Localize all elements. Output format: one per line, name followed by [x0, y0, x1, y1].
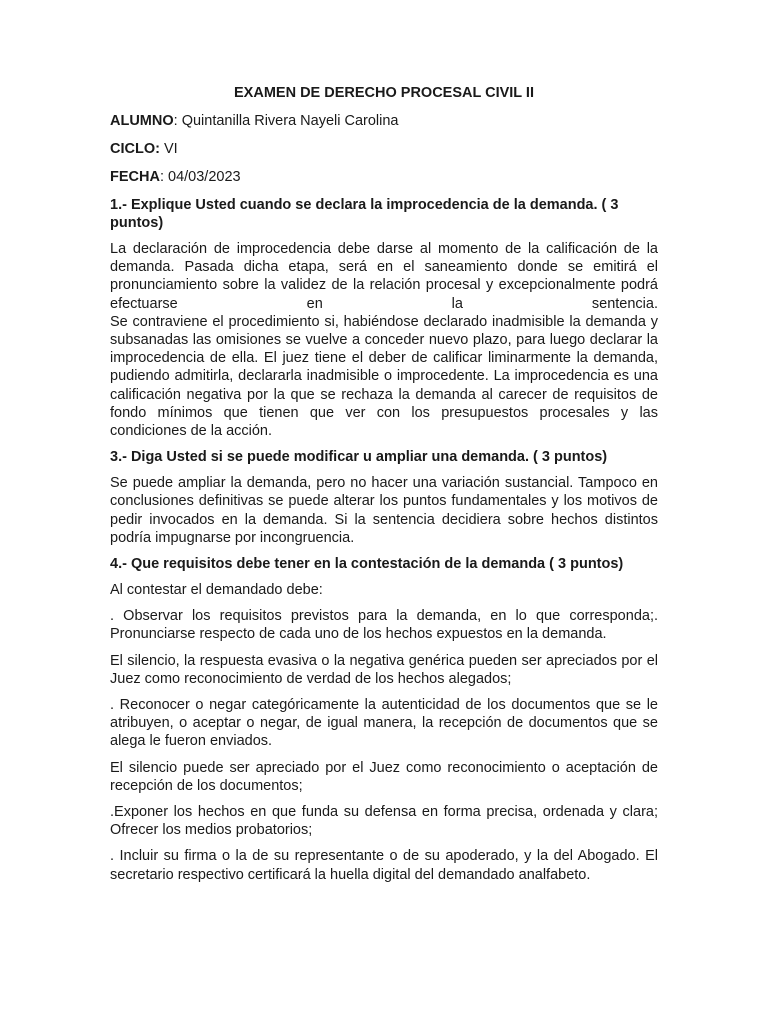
answer-4-item: . Observar los requisitos previstos para la demanda, en lo que corresponda;. Pronunciarse respecto de cada uno de los hechos expuestos en la demanda.: [110, 608, 658, 643]
exam-document: [110, 84, 658, 892]
answer-4-item: El silencio, la respuesta evasiva o la negativa genérica pueden ser apreciados por el Juez como reconocimiento de verdad de los hechos alegados;: [110, 652, 658, 687]
ciclo-value: VI: [159, 141, 178, 157]
fecha-value: : 04/03/2023: [159, 169, 241, 185]
answer-1-part-b: Se contraviene el procedimiento si, habiéndose declarado inadmisible la demanda y subsanadas las omisiones se vuelve a conceder nuevo plazo, para luego declarar la improcedencia de ella. El juez tiene el deber de calificar liminarmente la demanda, pudiendo admitirla, declararla inadmisible o improcedente. La improcedencia es una calificación negativa por la que se rechaza la demanda al carecer de requisitos de fondo mínimos que tienen que ver con los presupuestos procesales y las condiciones de la acción.: [110, 313, 658, 440]
answer-3: Se puede ampliar la demanda, pero no hacer una variación sustancial. Tampoco en conclusiones definitivas se puede alterar los puntos fundamentales y los motivos de pedir invocados en la demanda. Si la sentencia decidiera sobre hechos distintos podría impugnarse por incongruencia.: [110, 475, 658, 546]
cycle-row: [110, 140, 658, 158]
alumno-value: : Quintanilla Rivera Nayeli Carolina: [173, 113, 399, 129]
answer-1: [110, 240, 658, 440]
question-1: 1.- Explique Usted cuando se declara la improcedencia de la demanda. ( 3 puntos): [110, 197, 619, 231]
answer-4-item: .Exponer los hechos en que funda su defensa en forma precisa, ordenada y clara; Ofrecer los medios probatorios;: [110, 804, 658, 839]
ciclo-label: CICLO:: [110, 141, 160, 157]
date-row: [110, 168, 658, 186]
question-3: 3.- Diga Usted si se puede modificar u ampliar una demanda. ( 3 puntos): [110, 449, 608, 466]
answer-4-item: . Incluir su firma o la de su representante o de su apoderado, y la del Abogado. El secretario respectivo certificará la huella digital del demandado analfabeto.: [110, 848, 658, 883]
alumno-label: ALUMNO: [110, 113, 174, 129]
question-4: 4.- Que requisitos debe tener en la contestación de la demanda ( 3 puntos): [110, 556, 624, 573]
answer-4-item: El silencio puede ser apreciado por el Juez como reconocimiento o aceptación de recepción de los documentos;: [110, 759, 658, 794]
answer-4-intro: Al contestar el demandado debe:: [110, 582, 323, 599]
student-row: [110, 112, 658, 130]
answer-4-item: . Reconocer o negar categóricamente la autenticidad de los documentos que se le atribuyen, o aceptar o negar, de igual manera, la recepción de documentos que se alega le fueron enviados.: [110, 697, 658, 750]
exam-title: EXAMEN DE DERECHO PROCESAL CIVIL II: [234, 85, 534, 101]
answer-1-part-a: La declaración de improcedencia debe darse al momento de la calificación de la demanda. Pasada dicha etapa, será en el saneamiento donde se emitirá el pronunciamiento sobre la validez de la relación procesal y excepcionalmente podrá efectuarse en la sentencia.: [110, 241, 658, 312]
fecha-label: FECHA: [110, 169, 160, 185]
